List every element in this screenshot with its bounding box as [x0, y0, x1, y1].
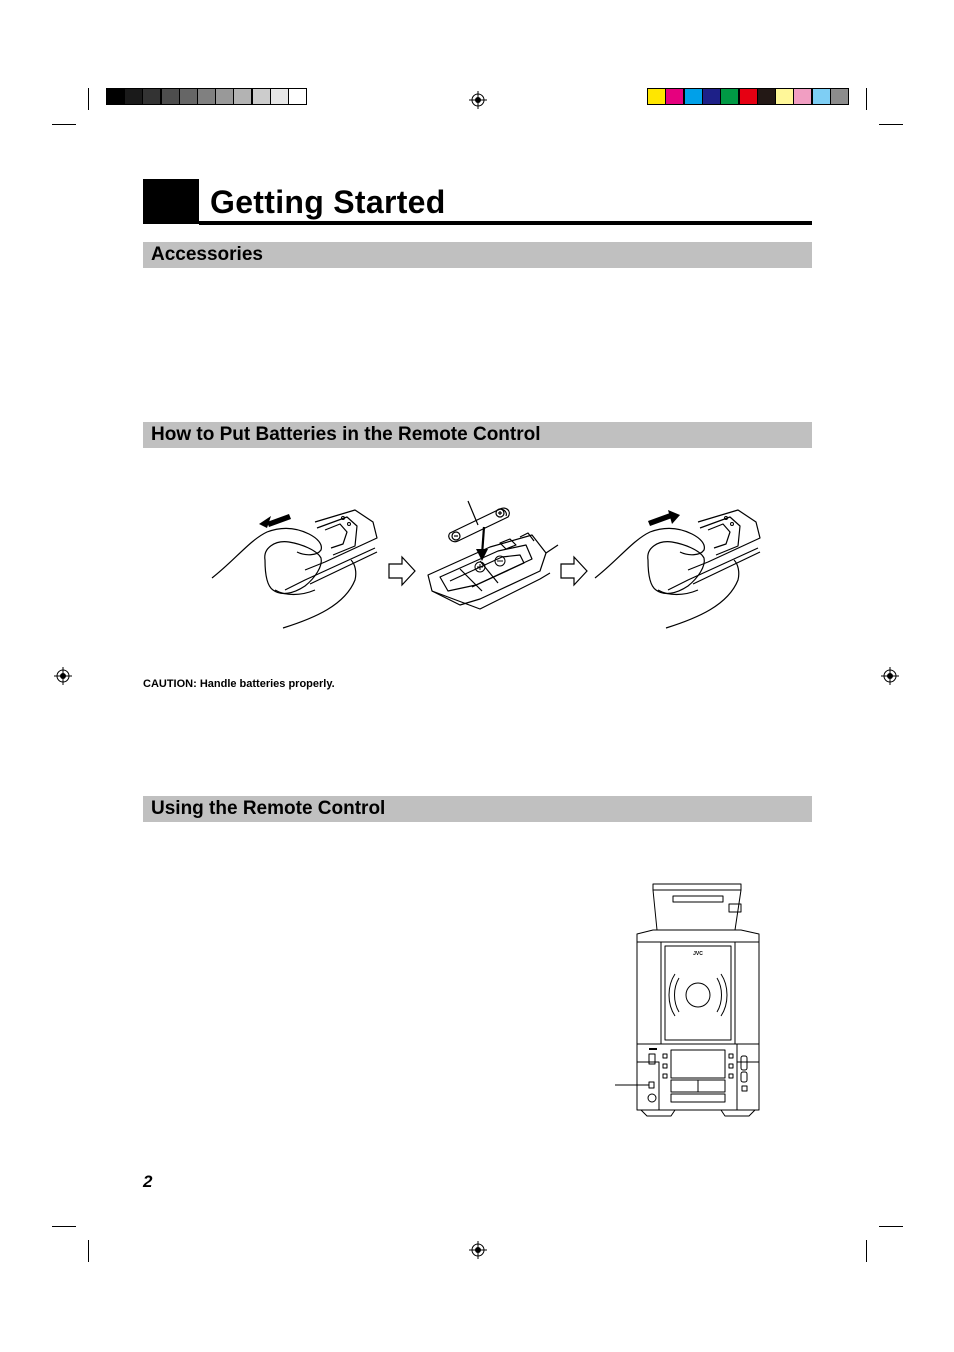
color-swatch — [684, 88, 703, 105]
crop-mark — [52, 1226, 76, 1227]
registration-mark-icon — [469, 91, 487, 109]
step-arrow-icon — [560, 556, 588, 586]
color-swatch — [647, 88, 666, 105]
gray-swatch — [233, 88, 252, 105]
registration-mark-icon — [881, 667, 899, 685]
gray-swatch — [179, 88, 198, 105]
color-swatch — [830, 88, 849, 105]
crop-mark — [879, 124, 903, 125]
color-swatch — [665, 88, 684, 105]
section-accessories — [143, 242, 812, 268]
gray-swatch — [197, 88, 216, 105]
gray-swatch — [161, 88, 180, 105]
section-heading: How to Put Batteries in the Remote Control — [151, 424, 541, 445]
page-title: Getting Started — [210, 184, 446, 220]
crop-mark — [88, 1240, 89, 1262]
color-swatch — [739, 88, 758, 105]
remote-close-cover-illustration — [588, 500, 768, 635]
gray-swatch — [142, 88, 161, 105]
section-heading: Using the Remote Control — [151, 798, 386, 819]
page-number: 2 — [143, 1172, 153, 1191]
title-block — [143, 179, 199, 224]
stereo-system-illustration — [615, 882, 765, 1122]
registration-mark-icon — [54, 667, 72, 685]
crop-mark — [88, 88, 89, 110]
color-swatch — [757, 88, 776, 105]
section-batteries — [143, 422, 812, 448]
color-swatch — [775, 88, 794, 105]
section-heading: Accessories — [151, 244, 263, 265]
gray-swatch — [106, 88, 125, 105]
device-brand-label: JVC — [693, 951, 703, 957]
color-swatch — [702, 88, 721, 105]
remote-open-cover-illustration — [205, 500, 385, 635]
crop-mark — [879, 1226, 903, 1227]
gray-swatch — [270, 88, 289, 105]
registration-mark-icon — [469, 1241, 487, 1259]
gray-swatch — [252, 88, 271, 105]
title-rule — [199, 221, 812, 225]
crop-mark — [866, 88, 867, 110]
crop-mark — [866, 1240, 867, 1262]
section-using-remote — [143, 796, 812, 822]
color-swatch — [812, 88, 831, 105]
caution-text: CAUTION: Handle batteries properly. — [143, 678, 335, 690]
gray-swatch — [215, 88, 234, 105]
gray-swatch — [124, 88, 143, 105]
step-arrow-icon — [388, 556, 416, 586]
remote-insert-batteries-illustration — [420, 495, 560, 615]
gray-swatch — [288, 88, 307, 105]
crop-mark — [52, 124, 76, 125]
color-swatch — [720, 88, 739, 105]
color-swatch — [793, 88, 812, 105]
